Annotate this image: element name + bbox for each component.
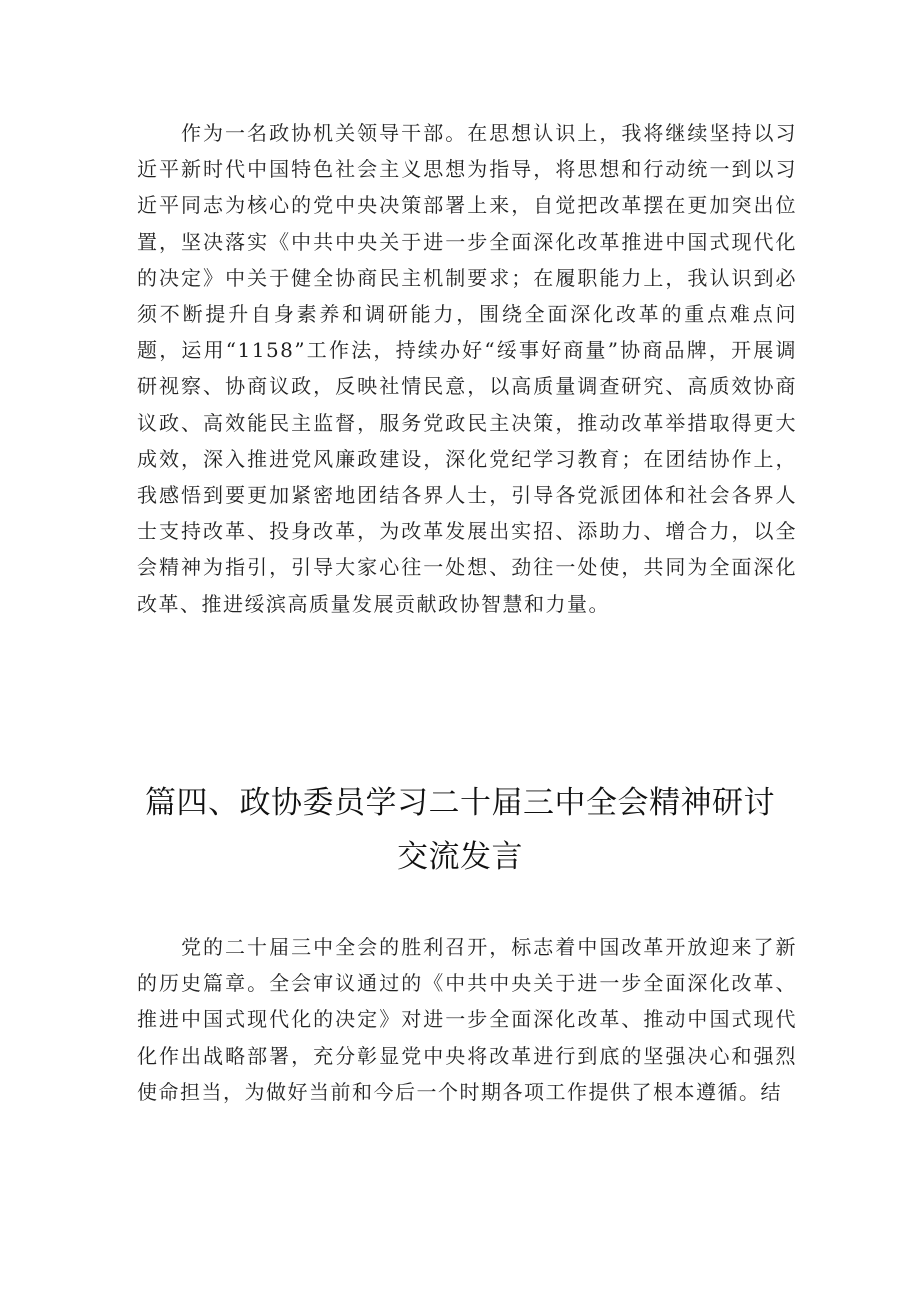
body-paragraph-2: 党的二十届三中全会的胜利召开，标志着中国改革开放迎来了新的历史篇章。全会审议通过的《中共中央关于进一步全面深化改革、推进中国式现代化的决定》对进一步全面深化改革、推动中国式现代化作出战略部署，充分彰显党中央将改革进行到底的坚强决心和强烈使命担当，为做好当前和今后一个时期各项工作提供了根本遵循。结 xyxy=(137,935,797,1104)
body-paragraph-1: 作为一名政协机关领导干部。在思想认识上，我将继续坚持以习近平新时代中国特色社会主义思想为指导，将思想和行动统一到以习近平同志为核心的党中央决策部署上来，自觉把改革摆在更加突出位置，坚决落实《中共中央关于进一步全面深化改革推进中国式现代化的决定》中关于健全协商民主机制要求；在履职能力上，我认识到必须不断提升自身素养和调研能力，围绕全面深化改革的重点难点问题，运用“1158”工作法，持续办好“绥事好商量”协商品牌，开展调研视察、协商议政，反映社情民意，以高质量调查研究、高质效协商议政、高效能民主监督，服务党政民主决策，推动改革举措取得更大成效，深入推进党风廉政建设，深化党纪学习教育；在团结协作上，我感悟到要更加紧密地团结各界人士，引导各党派团体和社会各界人士支持改革、投身改革，为改革发展出实招、添助力、增合力，以全会精神为指引，引导大家心往一处想、劲往一处使，共同为全面深化改革、推进绥滨高质量发展贡献政协智慧和力量。 xyxy=(137,121,797,616)
section-heading: 篇四、政协委员学习二十届三中全会精神研讨交流发言 xyxy=(145,785,775,875)
